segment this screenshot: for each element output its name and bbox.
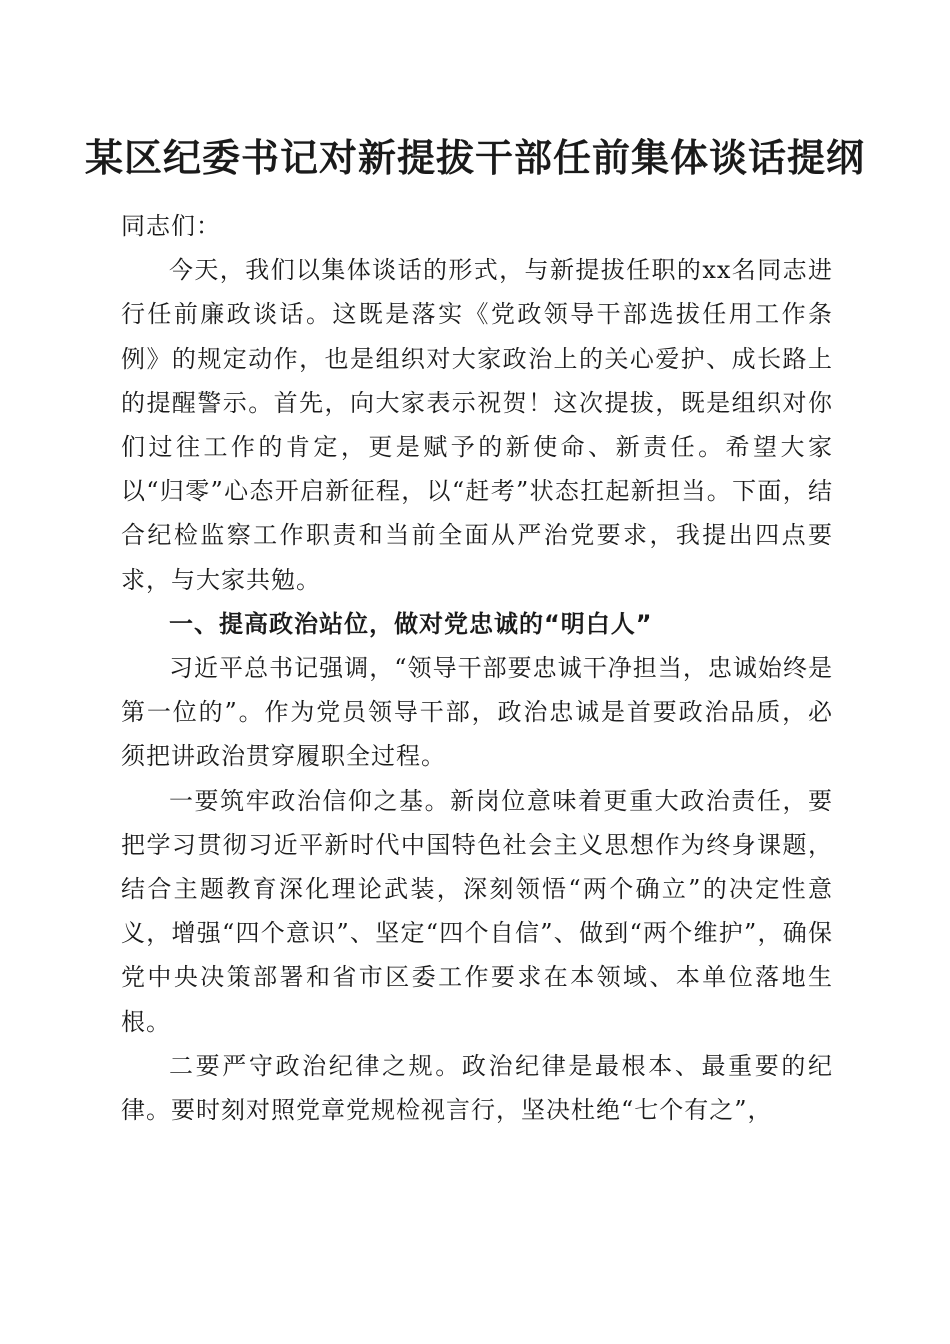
section-paragraph-2: 一要筑牢政治信仰之基。新岗位意味着更重大政治责任，要把学习贯彻习近平新时代中国特色社会主义思想作为终身课题，结合主题教育深化理论武装，深刻领悟“两个确立”的决定性意义，增强“四个意识”、坚定“四个自信”、做到“两个维护”，确保党中央决策部署和省市区委工作要求在本领域、本单位落地生根。 bbox=[121, 786, 833, 1036]
section-paragraph-1: 习近平总书记强调，“领导干部要忠诚干净担当，忠诚始终是第一位的”。作为党员领导干部，政治忠诚是首要政治品质，必须把讲政治贯穿履职全过程。 bbox=[121, 654, 833, 771]
section-heading: 一、提高政治站位，做对党忠诚的“明白人” bbox=[169, 609, 653, 638]
document-title: 某区纪委书记对新提拔干部任前集体谈话提纲 bbox=[84, 135, 865, 180]
intro-paragraph: 今天，我们以集体谈话的形式，与新提拔任职的xx名同志进行任前廉政谈话。这既是落实《党政领导干部选拔任用工作条例》的规定动作，也是组织对大家政治上的关心爱护、成长路上的提醒警示。首先，向大家表示祝贺！这次提拔，既是组织对你们过往工作的肯定，更是赋予的新使命、新责任。希望大家以“归零”心态开启新征程，以“赶考”状态扛起新担当。下面，结合纪检监察工作职责和当前全面从严治党要求，我提出四点要求，与大家共勉。 bbox=[121, 256, 833, 594]
greeting: 同志们： bbox=[121, 212, 221, 240]
section-paragraph-3: 二要严守政治纪律之规。政治纪律是最根本、最重要的纪律。要时刻对照党章党规检视言行，坚决杜绝“七个有之”， bbox=[121, 1051, 833, 1125]
document-body bbox=[121, 204, 833, 1132]
